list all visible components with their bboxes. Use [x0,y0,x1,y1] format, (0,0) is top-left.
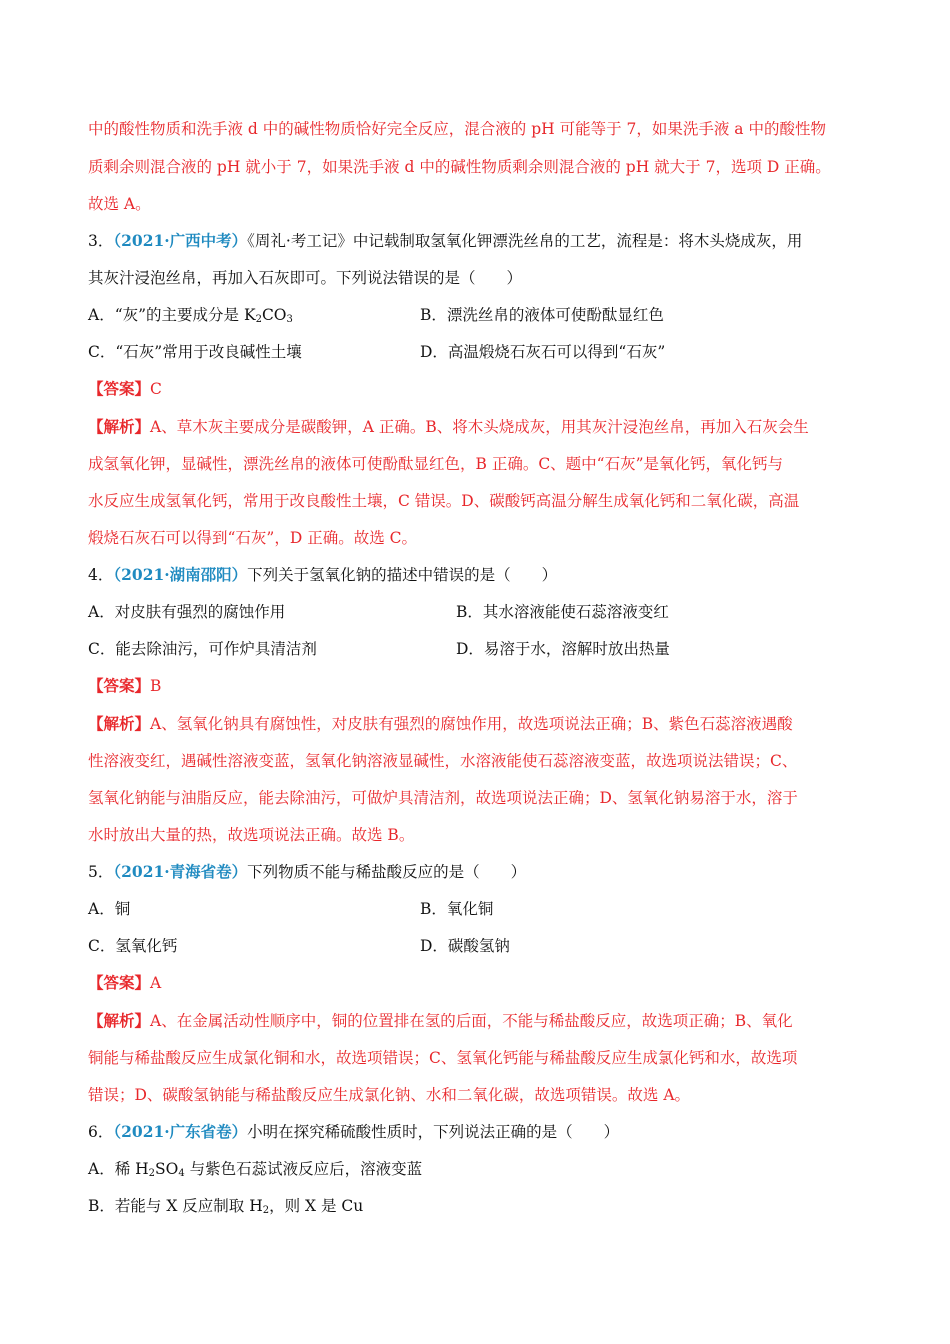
question-3-stem-text-1: 《周礼·考工记》中记载制取氢氧化钾漂洗丝帛的工艺，流程是：将木头烧成灰，用 [247,232,803,250]
question-3-source: （2021·广西中考） [113,231,248,250]
option-a-formula: SO [155,1160,179,1178]
analysis-text: A、在金属活动性顺序中，铜的位置排在氢的后面，不能与稀盐酸反应，故选项正确；B、氧化 [150,1012,793,1030]
question-4-option-c: C．能去除油污，可作炉具清洁剂 [88,640,317,658]
question-3-option-d: D．高温煅烧石灰石可以得到“石灰” [420,343,666,361]
question-3-number: 3． [88,232,114,250]
question-5-analysis-line-2: 铜能与稀盐酸反应生成氯化铜和水，故选项错误；C、氢氧化钙能与稀盐酸反应生成氯化钙和水，故选项 [88,1049,798,1067]
question-6-source: （2021·广东省卷） [113,1122,248,1141]
question-3-stem-line-1 [88,230,802,252]
question-5-analysis-line-3: 错误；D、碳酸氢钠能与稀盐酸反应生成氯化钠、水和二氧化碳，故选项错误。故选 A。 [88,1086,691,1104]
question-3-analysis-line-3: 水反应生成氢氧化钙，常用于改良酸性土壤，C 错误。D、碳酸钙高温分解生成氧化钙和二氧化碳，高温 [88,492,800,510]
question-3-stem-line-2: 其灰汁浸泡丝帛，再加入石灰即可。下列说法错误的是（ ） [88,269,523,287]
question-3-option-a [88,304,293,326]
question-4-option-b: B．其水溶液能使石蕊溶液变红 [456,603,669,621]
question-3-option-b: B．漂洗丝帛的液体可使酚酞显红色 [420,306,664,324]
question-5-source: （2021·青海省卷） [113,862,248,881]
question-5-stem-text: 下列物质不能与稀盐酸反应的是（ ） [247,863,527,881]
question-4-source: （2021·湖南邵阳） [113,565,248,584]
question-3-answer [88,378,162,400]
option-a-text-rest: 与紫色石蕊试液反应后，溶液变蓝 [184,1160,423,1178]
question-4-number: 4． [88,566,114,584]
subscript: 2 [148,1168,156,1179]
question-3-analysis-line-1 [88,416,809,438]
question-6-option-b [88,1195,363,1217]
question-5-option-c: C．氢氧化钙 [88,937,178,955]
subscript: 2 [262,1205,270,1216]
question-6-option-a [88,1158,422,1180]
subscript: 4 [178,1168,185,1179]
analysis-label: 【解析】 [88,1011,151,1030]
analysis-label: 【解析】 [88,714,151,733]
question-4-option-d: D．易溶于水，溶解时放出热量 [456,640,670,658]
question-4-option-a: A．对皮肤有强烈的腐蚀作用 [88,603,286,621]
analysis-text: A、草木灰主要成分是碳酸钾，A 正确。B、将木头烧成灰，用其灰汁浸泡丝帛，再加入石灰会生 [150,418,809,436]
option-b-text-rest: ，则 X 是 Cu [269,1197,364,1215]
question-5-option-b: B．氧化铜 [420,900,494,918]
question-4-answer [88,675,161,697]
option-a-text: A．稀 H [88,1160,149,1178]
question-3-option-c: C．“石灰”常用于改良碱性土壤 [88,343,302,361]
question-5-stem [88,861,526,883]
question-3-analysis-line-2: 成氢氧化钾，显碱性，漂洗丝帛的液体可使酚酞显红色，B 正确。C、题中“石灰”是氧化钙，氧化钙与 [88,455,784,473]
prev-explanation-line-3: 故选 A。 [88,195,151,213]
question-6-stem [88,1121,619,1143]
prev-explanation-line-2: 质剩余则混合液的 pH 就小于 7，如果洗手液 d 中的碱性物质剩余则混合液的 pH 就大于 7，选项 D 正确。 [88,158,831,176]
option-a-text: A．“灰”的主要成分是 K [88,306,256,324]
question-4-stem-text: 下列关于氢氧化钠的描述中错误的是（ ） [247,566,558,584]
subscript: 3 [286,314,293,325]
question-5-option-a: A．铜 [88,900,131,918]
question-4-analysis-line-3: 氢氧化钠能与油脂反应，能去除油污，可做炉具清洁剂，故选项说法正确；D、氢氧化钠易溶于水，溶于 [88,789,798,807]
question-5-analysis-line-1 [88,1010,793,1032]
analysis-label: 【解析】 [88,417,151,436]
answer-label: 【答案】 [88,379,151,398]
prev-explanation-line-1: 中的酸性物质和洗手液 d 中的碱性物质恰好完全反应，混合液的 pH 可能等于 7，如果洗手液 a 中的酸性物 [88,120,826,138]
answer-value: B [150,677,162,695]
option-b-text: B．若能与 X 反应制取 H [88,1197,263,1215]
answer-label: 【答案】 [88,676,151,695]
question-4-analysis-line-2: 性溶液变红，遇碱性溶液变蓝，氢氧化钠溶液显碱性，水溶液能使石蕊溶液变蓝，故选项说法错误；C、 [88,752,798,770]
question-5-option-d: D．碳酸氢钠 [420,937,510,955]
option-a-formula: CO [261,306,287,324]
question-3-analysis-line-4: 煅烧石灰石可以得到“石灰”，D 正确。故选 C。 [88,529,417,547]
question-5-answer [88,972,161,994]
analysis-text: A、氢氧化钠具有腐蚀性，对皮肤有强烈的腐蚀作用，故选项说法正确；B、紫色石蕊溶液遇酸 [150,715,793,733]
answer-value: A [150,974,162,992]
question-6-number: 6． [88,1123,114,1141]
question-5-number: 5． [88,863,114,881]
answer-value: C [150,380,162,398]
question-4-stem [88,564,557,586]
answer-label: 【答案】 [88,973,151,992]
question-4-analysis-line-1 [88,713,793,735]
question-6-stem-text: 小明在探究稀硫酸性质时，下列说法正确的是（ ） [247,1123,620,1141]
question-4-analysis-line-4: 水时放出大量的热，故选项说法正确。故选 B。 [88,826,415,844]
subscript: 2 [255,314,262,325]
